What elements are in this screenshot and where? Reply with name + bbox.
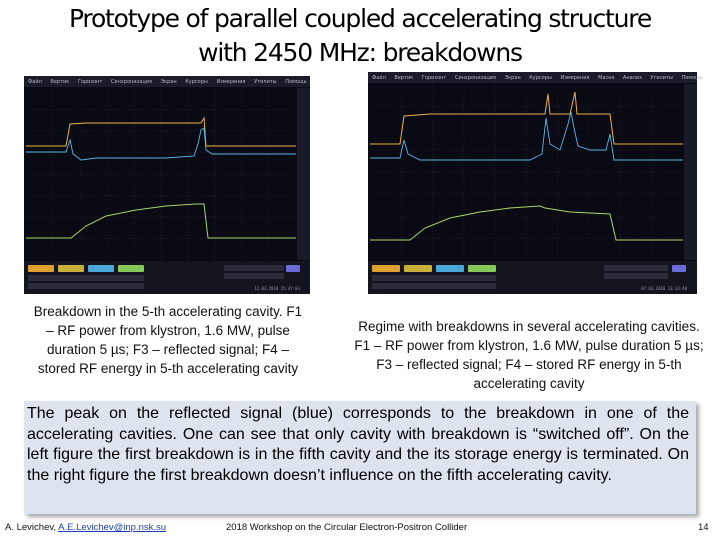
- scope-trigger-cell: [604, 273, 668, 279]
- page-number: 14: [698, 522, 709, 533]
- scope-timebase-cell: [224, 265, 284, 271]
- scope-timestamp: 07.03.2018 13:33:40: [641, 286, 687, 291]
- channel-2-chip: [58, 265, 84, 272]
- scope-grid: [26, 88, 296, 260]
- scope-menu-item: Экран: [504, 75, 521, 81]
- scope-status-bar: [368, 261, 697, 294]
- footer-author: [5, 522, 166, 533]
- scope-menu-item: Файл: [28, 79, 42, 85]
- channel-1-chip: [28, 265, 54, 272]
- scope-trigger-cell: [224, 273, 284, 279]
- explanation-box: [24, 401, 696, 514]
- scope-menu-item: Синхронизация: [454, 75, 497, 81]
- footer-event: 2018 Workshop on the Circular Electron-Positron Collider: [226, 522, 468, 533]
- scope-trigger-chip: [286, 265, 300, 272]
- scope-waveforms: [370, 84, 683, 260]
- scope-menu-item: Файл: [372, 75, 386, 81]
- scope-menu-item: Утилиты: [650, 75, 673, 81]
- channel-4-chip: [118, 265, 144, 272]
- scope-menu-item: Анализ: [622, 75, 642, 81]
- oscilloscope-screenshot-left: [24, 76, 310, 294]
- scope-menu-bar: [24, 76, 310, 87]
- slide-title-line2: with 2450 MHz: breakdowns: [198, 38, 522, 67]
- scope-readout-row: [372, 275, 496, 281]
- scope-readout-row: [28, 283, 144, 289]
- scope-status-bar: [24, 261, 310, 294]
- scope-menu-bar: [368, 72, 703, 83]
- scope-menu-item: Синхронизация: [110, 79, 153, 85]
- scope-side-panel: [297, 88, 310, 260]
- scope-menu-item: Измерения: [560, 75, 590, 81]
- scope-menu-item: Горизонт: [421, 75, 447, 81]
- channel-2-chip: [404, 265, 432, 272]
- scope-menu-item: Вертик: [394, 75, 414, 81]
- scope-readout-row: [28, 275, 144, 281]
- slide-title: [0, 2, 720, 70]
- channel-1-chip: [372, 265, 400, 272]
- scope-menu-item: Курсоры: [529, 75, 552, 81]
- trace-f1-rf-power: [26, 118, 296, 146]
- explanation-text: The peak on the reflected signal (blue) corresponds to the breakdown in one of the accelerating cavities. One can see that only cavity with breakdown is “switched off”. On the left figure the first breakdown is in the fifth cavity and the its storage energy is terminated. On the right figure the first breakdown doesn’t influence on the fifth accelerating cavity.: [27, 405, 689, 484]
- channel-4-chip: [468, 265, 496, 272]
- scope-menu-item: Утилиты: [254, 79, 277, 85]
- scope-timestamp: 12.03.2018 15:47:03: [254, 286, 300, 291]
- scope-timebase-cell: [604, 265, 668, 271]
- scope-trigger-chip: [672, 265, 686, 272]
- scope-menu-item: Вертик: [50, 79, 70, 85]
- scope-menu-item: Курсоры: [185, 79, 208, 85]
- oscilloscope-screenshot-right: [368, 72, 703, 294]
- scope-menu-item: Измерения: [216, 79, 246, 85]
- scope-menu-item: Горизонт: [77, 79, 103, 85]
- scope-menu-item: Маска: [598, 75, 615, 81]
- caption-right: Regime with breakdowns in several accelerating cavities. F1 – RF power from klystron, 1.6 MW, pulse duration 5 µs; F3 – reflected signal; F4 – stored RF energy in 5-th accelerating cavity: [354, 319, 704, 391]
- scope-menu-item: Экран: [160, 79, 177, 85]
- scope-menu-item: Помощь: [681, 75, 703, 81]
- scope-waveforms: [26, 88, 296, 260]
- scope-side-panel: [684, 84, 697, 260]
- scope-menu-item: Помощь: [285, 79, 307, 85]
- channel-3-chip: [88, 265, 114, 272]
- scope-display: [26, 88, 296, 260]
- slide-title-line1: Prototype of parallel coupled accelerating structure: [68, 4, 652, 33]
- scope-readout-row: [372, 283, 496, 289]
- author-email-link[interactable]: A.E.Levichev@inp.nsk.su: [58, 522, 167, 533]
- channel-3-chip: [436, 265, 464, 272]
- caption-left: Breakdown in the 5-th accelerating cavity. F1 – RF power from klystron, 1.6 MW, pulse duration 5 µs; F3 – reflected signal; F4 – stored RF energy in 5-th accelerating cavity: [33, 304, 303, 376]
- footer-author-name: A. Levichev,: [5, 522, 59, 533]
- scope-display: [370, 84, 683, 260]
- scope-grid: [370, 84, 683, 260]
